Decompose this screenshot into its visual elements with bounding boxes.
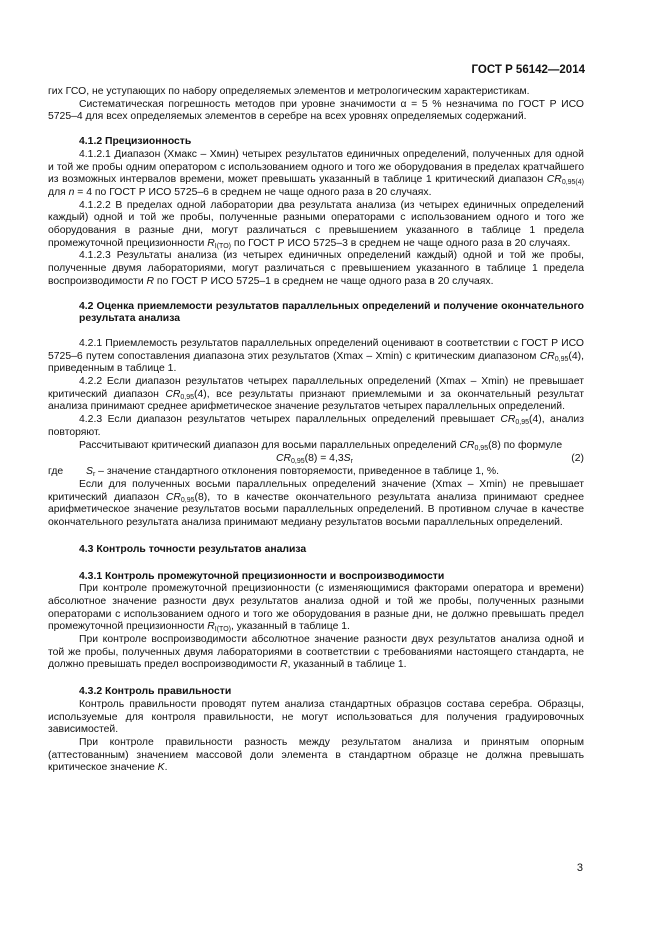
symbol: CR: [459, 439, 475, 451]
subscript: 0,95(4): [561, 179, 584, 187]
text-run: по ГОСТ Р ИСО 5725–1 в среднем не чаще одного раза в 20 случаях.: [154, 275, 494, 287]
formula-number: (2): [571, 453, 584, 465]
text-run: (4), приведенным в таблице 1.: [48, 350, 584, 375]
section-heading: 4.2 Оценка приемлемости результатов параллельных определений и получение окончательного результата анализа: [79, 300, 584, 325]
document-body: [48, 86, 584, 775]
paragraph: [48, 737, 584, 775]
symbol: CR: [500, 414, 516, 426]
paragraph: [48, 338, 584, 376]
text-run: по ГОСТ Р ИСО 5725–3 в среднем не чаще одного раза в 20 случаях.: [230, 237, 571, 249]
subscript: 0,95: [554, 355, 569, 363]
paragraph: [48, 634, 584, 672]
symbol: R: [280, 659, 288, 671]
formula: [48, 453, 584, 466]
paragraph: [48, 376, 584, 414]
text-run: Рассчитывают критический диапазон для восьми параллельных определений: [79, 439, 460, 451]
paragraph: [48, 250, 584, 288]
symbol: K: [157, 762, 165, 774]
text-run: = 4 по ГОСТ Р ИСО 5725–6 в среднем не чаще одного раза в 20 случаях.: [74, 186, 432, 198]
formula-expression: [276, 453, 353, 466]
subscript: 0,95: [515, 419, 530, 427]
text-run: – значение стандартного отклонения повторяемости, приведенное в таблице 1, %.: [95, 466, 499, 478]
text-run: При контроле воспроизводимости абсолютное значение разности двух результатов анализа одной и той же пробы, полученных двумя лабораториями в соответствии с требованиями настоящего стандарта, не должно превышать предел воспроизводимости: [48, 634, 584, 671]
paragraph: [48, 440, 584, 453]
text-run: 4.2.2 Если диапазон результатов четырех параллельных определений (Xmax – Xmin) не превышает критический диапазон: [48, 376, 584, 400]
text-run: 4.2.3 Если диапазон результатов четырех параллельных определений превышает: [79, 414, 501, 426]
section-heading: 4.3 Контроль точности результатов анализа: [79, 543, 307, 555]
paragraph: [48, 414, 584, 439]
subsection-heading: 4.3.1 Контроль промежуточной прецизионности и воспроизводимости: [79, 570, 445, 582]
text-run: (4), все результаты признают приемлемыми и за окончательный результат анализа принимают среднее арифметическое значение результатов четырех параллельных определений.: [48, 388, 584, 413]
subscript: 0,95: [474, 444, 489, 452]
text-run: (4), анализ повторяют.: [48, 414, 584, 438]
document-header: ГОСТ Р 56142—2014: [471, 64, 585, 76]
text-run: .: [164, 762, 168, 774]
subscript: r: [92, 471, 96, 479]
paragraph: Систематическая погрешность методов при уровне значимости α = 5 % незначима по ГОСТ Р ИСО 5725–4 для всех определяемых элементов в серебре на всех уровнях определяемых содержаний.: [48, 98, 584, 123]
symbol: R: [146, 275, 155, 287]
section-heading: 4.1.2 Прецизионность: [79, 136, 192, 148]
subscript: I(TO): [214, 242, 231, 250]
subscript: 0,95: [291, 458, 305, 466]
page-number: 3: [576, 862, 583, 874]
text-run: (8), то в качестве окончательного результата анализа принимают среднее арифметическое значение результатов восьми параллельных определений. В противном случае в качестве окончательного результата анализа принимают медиану результатов восьми параллельных определений.: [48, 491, 584, 529]
subscript: I(TO): [214, 626, 231, 634]
paragraph: [48, 479, 584, 530]
text-run: При контроле правильности разность между результатом анализа и принятым опорным (аттестованным) значением массовой доли элемента в стандартном образце не должна превышать критическое значение: [48, 736, 584, 774]
text-run: 4.1.2.2 В пределах одной лаборатории два результата анализа (из четырех единичных определений каждый) одной и той же пробы, полученные разными операторами с использованием одного и того же оборудования в разные дни, могут различаться с превышением указанного в таблице 1 предела промежуточной прецизионности: [48, 199, 584, 249]
paragraph: [48, 200, 584, 251]
symbol: S: [86, 466, 93, 478]
paragraph: гих ГСО, не уступающих по набору определяемых элементов и метрологическим характеристикам.: [48, 86, 530, 97]
paragraph: Контроль правильности проводят путем анализа стандартных образцов состава серебра. Образцы, используемые для контроля правильности, не могут использоваться для получения градуировочных зависимостей.: [48, 698, 584, 736]
subsection-heading: 4.3.2 Контроль правильности: [79, 686, 232, 698]
text-run: для: [48, 186, 69, 198]
symbol: CR: [546, 174, 562, 186]
text-run: 4.1.2.3 Результаты анализа (из четырех единичных определений каждый) одной и той же пробы, полученные двумя лабораториями, могут различаться с превышением указанного в таблице 1 предела воспроизводимости: [48, 250, 584, 287]
where-word: где: [48, 466, 64, 478]
symbol: CR: [539, 350, 555, 362]
formula-where: [48, 466, 584, 479]
text-run: , указанный в таблице 1.: [287, 659, 407, 671]
subscript: 0,95: [180, 496, 195, 504]
symbol: CR: [276, 453, 292, 465]
symbol: n: [68, 186, 75, 198]
subscript: r: [350, 458, 353, 466]
text-run: 4.2.1 Приемлемость результатов параллельных определений оценивают в соответствии с ГОСТ Р ИСО 5725–6 путем сопоставления диапазона этих результатов (Xmax – Xmin) с критическим диапазоном: [48, 337, 584, 362]
text-run: Если для полученных восьми параллельных определений значение (Xmax – Xmin) не превышает критический диапазон: [48, 478, 584, 503]
text-run: , указанный в таблице 1.: [230, 621, 350, 633]
symbol: R: [207, 621, 215, 633]
text-run: (8) = 4,3: [304, 453, 344, 465]
text-run: 4.1.2.1 Диапазон (Хмакс – Хмин) четырех результатов единичных определений, полученных для одной и той же пробы одним оператором с использованием одного и того же оборудования в пределах кратчайшего из возможных интервалов времени, может превышать указанный в таблице 1 критический диапазон: [48, 148, 584, 186]
paragraph: [48, 583, 584, 634]
symbol: CR: [165, 491, 181, 503]
symbol: S: [343, 453, 351, 465]
symbol: CR: [165, 388, 181, 400]
text-run: (8) по формуле: [488, 439, 563, 451]
text-run: При контроле промежуточной прецизионности (с изменяющимися факторами оператора и времени) абсолютное значение разности двух результатов анализа одной и той же пробы, полученных разными операторами с использованием одного и того же оборудования в разные дни, не должно превышать предел промежуточной прецизионности: [48, 583, 584, 633]
paragraph: [48, 149, 584, 200]
symbol: R: [207, 237, 215, 249]
subscript: 0,95: [180, 393, 195, 401]
